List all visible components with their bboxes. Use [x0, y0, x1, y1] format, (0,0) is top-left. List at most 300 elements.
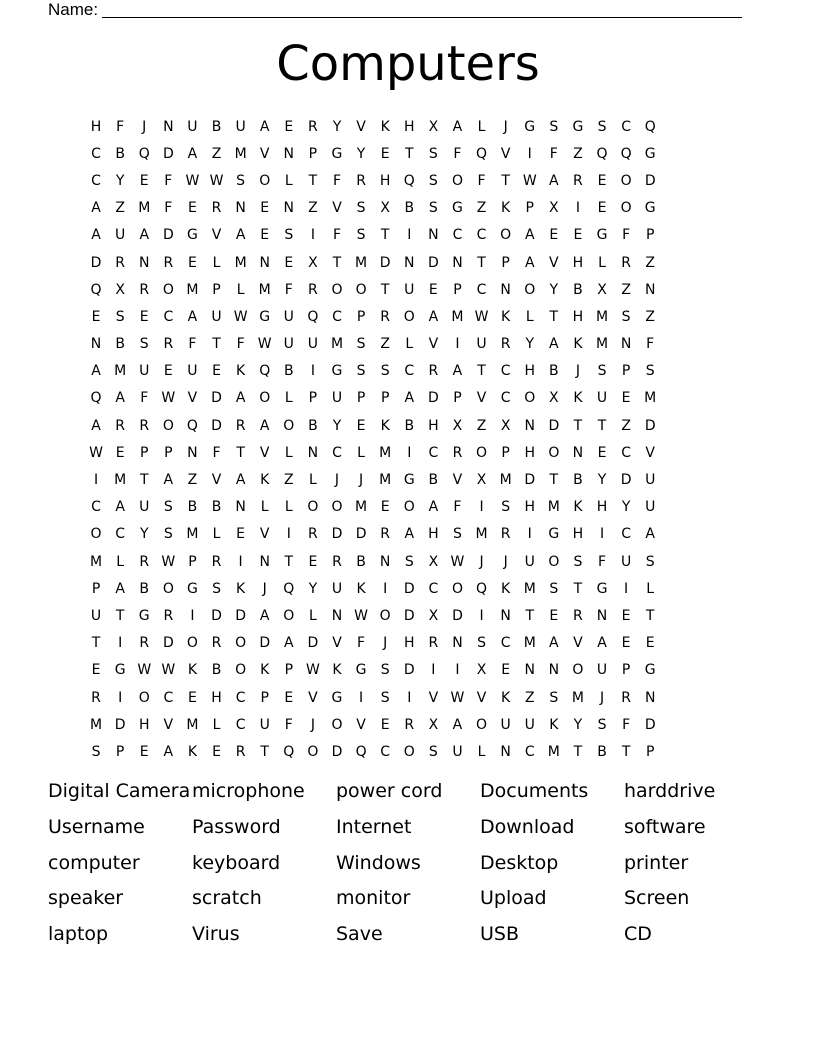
grid-letter: E	[284, 689, 294, 706]
grid-letter: A	[259, 607, 270, 624]
grid-letter: O	[331, 716, 343, 733]
grid-letter: E	[236, 526, 246, 543]
grid-letter: A	[91, 363, 101, 380]
grid-letter: X	[308, 254, 318, 271]
grid-letter: Q	[259, 363, 271, 380]
grid-letter: S	[597, 716, 607, 733]
grid-letter: K	[501, 200, 511, 217]
grid-letter: O	[524, 390, 536, 407]
grid-letter: X	[428, 716, 439, 733]
grid-letter: Y	[573, 716, 583, 733]
grid-row	[84, 657, 662, 684]
grid-letter: N	[163, 118, 174, 135]
grid-letter: D	[524, 472, 536, 489]
grid-letter: Q	[138, 145, 150, 162]
grid-letter: B	[211, 118, 222, 135]
grid-letter: G	[596, 580, 608, 597]
grid-letter: F	[188, 336, 197, 353]
grid-letter: Z	[524, 689, 535, 706]
grid-row	[84, 276, 662, 303]
grid-letter: N	[235, 499, 246, 516]
word-bank-item: Virus	[192, 923, 240, 946]
grid-row	[84, 412, 662, 439]
grid-row	[84, 494, 662, 521]
grid-letter: C	[235, 716, 246, 733]
grid-letter: A	[284, 635, 294, 652]
grid-letter: U	[524, 553, 535, 570]
grid-letter: A	[259, 417, 270, 434]
grid-letter: R	[500, 526, 511, 543]
grid-letter: N	[524, 662, 535, 679]
grid-letter: K	[501, 308, 511, 325]
grid-letter: E	[380, 716, 390, 733]
word-bank-item: monitor	[336, 887, 411, 910]
grid-letter: E	[139, 743, 149, 760]
grid-row	[84, 630, 662, 657]
grid-letter: J	[575, 363, 580, 380]
grid-letter: S	[549, 689, 559, 706]
grid-letter: J	[142, 118, 147, 135]
grid-letter: O	[451, 172, 463, 189]
grid-letter: N	[500, 281, 511, 298]
grid-letter: U	[645, 499, 656, 516]
grid-letter: N	[500, 607, 511, 624]
grid-letter: L	[646, 580, 655, 597]
grid-letter: H	[404, 118, 415, 135]
grid-letter: E	[597, 200, 607, 217]
grid-row	[84, 548, 662, 575]
grid-letter: O	[451, 580, 463, 597]
grid-letter: B	[404, 200, 415, 217]
grid-letter: M	[451, 308, 464, 325]
grid-letter: E	[621, 607, 631, 624]
grid-letter: K	[187, 662, 198, 679]
grid-letter: D	[620, 472, 632, 489]
grid-letter: R	[308, 118, 318, 135]
grid-letter: Q	[355, 743, 367, 760]
grid-letter: E	[212, 743, 221, 760]
grid-letter: Z	[645, 308, 655, 325]
grid-letter: D	[403, 662, 415, 679]
grid-letter: D	[644, 417, 656, 434]
grid-letter: U	[307, 336, 319, 353]
grid-letter: A	[259, 118, 270, 135]
grid-letter: E	[139, 172, 149, 189]
grid-letter: F	[284, 281, 293, 298]
grid-letter: M	[90, 716, 103, 733]
grid-letter: D	[211, 390, 222, 407]
word-bank-item: scratch	[192, 887, 262, 910]
grid-letter: O	[524, 281, 536, 298]
grid-letter: R	[573, 607, 583, 624]
grid-letter: A	[235, 472, 246, 489]
grid-letter: K	[332, 662, 342, 679]
grid-letter: C	[476, 227, 487, 244]
grid-row	[84, 331, 662, 358]
grid-letter: X	[428, 118, 439, 135]
grid-letter: F	[646, 336, 655, 353]
grid-letter: D	[162, 145, 174, 162]
grid-letter: U	[235, 118, 246, 135]
grid-letter: G	[524, 118, 536, 135]
grid-letter: I	[238, 553, 243, 570]
grid-letter: H	[90, 118, 102, 135]
grid-letter: H	[524, 499, 535, 516]
grid-letter: H	[404, 635, 415, 652]
grid-letter: J	[262, 580, 267, 597]
grid-row	[84, 249, 662, 276]
grid-letter: H	[524, 444, 535, 461]
grid-letter: K	[187, 743, 198, 760]
grid-letter: N	[138, 254, 150, 271]
grid-letter: Q	[403, 172, 415, 189]
word-bank-item: Windows	[336, 851, 421, 874]
grid-letter: M	[355, 254, 368, 271]
grid-letter: W	[450, 553, 465, 570]
grid-letter: R	[139, 635, 150, 652]
grid-letter: D	[427, 254, 439, 271]
grid-letter: T	[621, 743, 631, 760]
grid-letter: O	[403, 308, 415, 325]
grid-letter: V	[476, 689, 487, 706]
grid-letter: Z	[308, 200, 318, 217]
word-bank-item: speaker	[48, 887, 124, 910]
grid-letter: E	[549, 227, 559, 244]
grid-letter: V	[549, 254, 559, 271]
grid-letter: I	[455, 662, 460, 679]
grid-letter: V	[211, 472, 222, 489]
grid-letter: G	[452, 200, 463, 217]
grid-letter: A	[163, 472, 174, 489]
grid-letter: E	[308, 553, 318, 570]
grid-letter: J	[503, 118, 508, 135]
grid-letter: R	[308, 526, 318, 543]
grid-letter: S	[212, 580, 221, 597]
grid-letter: D	[403, 607, 415, 624]
grid-letter: X	[597, 281, 607, 298]
grid-letter: V	[211, 227, 222, 244]
grid-letter: O	[620, 172, 632, 189]
grid-letter: R	[115, 254, 125, 271]
grid-letter: T	[525, 607, 535, 624]
grid-letter: Y	[332, 118, 342, 135]
grid-letter: M	[547, 499, 560, 516]
grid-letter: O	[548, 553, 560, 570]
grid-letter: C	[621, 118, 631, 135]
grid-letter: M	[355, 499, 368, 516]
grid-letter: S	[91, 743, 101, 760]
grid-letter: H	[211, 689, 222, 706]
grid-letter: Q	[476, 145, 488, 162]
grid-letter: O	[355, 281, 367, 298]
grid-letter: I	[407, 689, 412, 706]
grid-letter: R	[163, 607, 174, 624]
grid-letter: O	[138, 689, 150, 706]
word-bank-item: Save	[336, 923, 383, 946]
grid-letter: P	[645, 743, 655, 760]
grid-letter: R	[404, 716, 415, 733]
grid-row	[84, 711, 662, 738]
grid-letter: N	[572, 444, 584, 461]
grid-letter: L	[284, 390, 293, 407]
grid-letter: P	[308, 390, 318, 407]
grid-letter: K	[573, 336, 583, 353]
grid-letter: N	[428, 227, 439, 244]
grid-letter: I	[93, 472, 99, 489]
grid-letter: C	[235, 689, 246, 706]
grid-letter: K	[549, 716, 559, 733]
grid-letter: V	[452, 472, 463, 489]
grid-letter: L	[212, 254, 221, 271]
grid-letter: O	[283, 417, 295, 434]
grid-letter: R	[573, 172, 583, 189]
grid-letter: H	[572, 254, 584, 271]
grid-letter: Q	[644, 118, 656, 135]
grid-letter: D	[331, 743, 343, 760]
grid-letter: S	[163, 499, 173, 516]
grid-letter: E	[380, 499, 390, 516]
grid-letter: J	[383, 635, 388, 652]
grid-letter: L	[236, 281, 245, 298]
grid-letter: N	[331, 607, 343, 624]
grid-letter: E	[284, 254, 294, 271]
grid-letter: G	[403, 472, 415, 489]
grid-letter: Z	[573, 145, 583, 162]
grid-letter: C	[428, 444, 439, 461]
grid-letter: E	[260, 200, 270, 217]
grid-row	[84, 602, 662, 629]
grid-letter: W	[474, 308, 489, 325]
grid-letter: P	[525, 200, 534, 217]
grid-letter: U	[452, 743, 463, 760]
grid-letter: W	[185, 172, 200, 189]
grid-letter: Q	[186, 417, 198, 434]
grid-letter: V	[259, 526, 270, 543]
grid-letter: A	[597, 635, 607, 652]
grid-letter: A	[115, 390, 125, 407]
grid-letter: N	[644, 689, 656, 706]
name-label: Name:	[48, 0, 99, 19]
grid-row	[84, 738, 662, 765]
grid-letter: O	[186, 635, 198, 652]
grid-letter: L	[357, 444, 365, 461]
grid-letter: S	[477, 635, 486, 652]
word-bank-item: microphone	[192, 780, 305, 802]
grid-letter: K	[380, 417, 390, 434]
grid-letter: V	[500, 145, 511, 162]
grid-letter: L	[284, 172, 293, 189]
grid-letter: H	[524, 363, 535, 380]
grid-letter: A	[549, 172, 559, 189]
grid-letter: A	[452, 118, 463, 135]
grid-letter: Q	[476, 580, 488, 597]
grid-row	[84, 167, 662, 194]
grid-letter: P	[212, 281, 221, 298]
grid-letter: I	[575, 200, 580, 217]
grid-letter: W	[522, 172, 537, 189]
grid-letter: C	[500, 390, 511, 407]
grid-letter: T	[477, 254, 486, 271]
grid-letter: F	[622, 716, 631, 733]
grid-letter: Z	[645, 254, 655, 271]
grid-letter: F	[597, 553, 607, 570]
grid-letter: M	[90, 553, 103, 570]
grid-letter: O	[162, 417, 174, 434]
grid-letter: A	[404, 390, 415, 407]
grid-letter: I	[527, 145, 532, 162]
grid-letter: H	[572, 308, 584, 325]
grid-letter: M	[186, 716, 199, 733]
grid-letter: M	[114, 472, 127, 489]
grid-letter: E	[573, 227, 583, 244]
grid-letter: Z	[621, 281, 631, 298]
grid-letter: A	[404, 526, 415, 543]
grid-letter: E	[115, 444, 125, 461]
grid-letter: K	[501, 689, 511, 706]
grid-letter: L	[212, 716, 221, 733]
name-field[interactable]	[48, 0, 742, 18]
word-bank-item: Digital Camera	[48, 780, 191, 802]
grid-letter: U	[500, 716, 511, 733]
word-bank-item: keyboard	[192, 851, 281, 874]
grid-letter: I	[383, 580, 388, 597]
grid-row	[84, 113, 662, 140]
grid-letter: B	[597, 743, 607, 760]
grid-letter: E	[621, 635, 631, 652]
grid-letter: S	[236, 172, 246, 189]
grid-letter: D	[548, 417, 560, 434]
grid-row	[84, 521, 662, 548]
grid-letter: D	[162, 635, 174, 652]
grid-letter: Q	[307, 308, 319, 325]
grid-letter: D	[644, 172, 656, 189]
grid-letter: E	[212, 363, 221, 380]
grid-letter: K	[573, 499, 583, 516]
grid-letter: E	[380, 145, 390, 162]
grid-letter: A	[549, 336, 559, 353]
grid-letter: M	[114, 363, 127, 380]
grid-letter: E	[163, 363, 173, 380]
grid-letter: A	[549, 635, 559, 652]
grid-letter: U	[259, 716, 270, 733]
grid-letter: U	[596, 662, 608, 679]
grid-letter: T	[260, 743, 269, 760]
grid-row	[84, 195, 662, 222]
word-bank-item: Screen	[624, 887, 690, 910]
grid-letter: U	[331, 580, 343, 597]
grid-letter: T	[91, 635, 101, 652]
grid-letter: V	[645, 444, 655, 461]
grid-letter: S	[501, 499, 511, 516]
grid-letter: U	[90, 607, 102, 624]
grid-letter: A	[452, 363, 463, 380]
grid-letter: N	[404, 254, 415, 271]
grid-letter: D	[452, 607, 463, 624]
grid-letter: R	[356, 172, 366, 189]
grid-letter: U	[211, 308, 222, 325]
grid-letter: N	[259, 254, 270, 271]
grid-letter: X	[380, 200, 390, 217]
grid-letter: R	[163, 336, 174, 353]
grid-letter: C	[452, 227, 463, 244]
grid-letter: R	[139, 417, 150, 434]
grid-letter: S	[380, 689, 390, 706]
grid-letter: C	[476, 281, 487, 298]
grid-letter: G	[644, 145, 656, 162]
grid-letter: A	[91, 417, 101, 434]
grid-letter: E	[187, 254, 197, 271]
grid-letter: S	[645, 363, 655, 380]
grid-letter: W	[257, 336, 272, 353]
grid-letter: K	[260, 472, 270, 489]
grid-letter: O	[235, 635, 247, 652]
grid-letter: I	[118, 689, 123, 706]
grid-letter: E	[284, 118, 294, 135]
grid-letter: B	[211, 499, 222, 516]
grid-letter: L	[212, 526, 221, 543]
grid-letter: F	[116, 118, 125, 135]
grid-letter: W	[161, 553, 176, 570]
grid-letter: O	[548, 444, 560, 461]
grid-letter: A	[115, 580, 125, 597]
grid-letter: V	[428, 336, 439, 353]
grid-letter: M	[523, 580, 536, 597]
grid-letter: S	[645, 553, 655, 570]
name-underline	[102, 2, 742, 18]
grid-letter: J	[359, 472, 364, 489]
grid-letter: T	[549, 472, 559, 489]
grid-letter: D	[114, 716, 126, 733]
grid-letter: C	[91, 145, 101, 162]
grid-letter: I	[624, 580, 629, 597]
grid-letter: P	[356, 390, 366, 407]
grid-letter: I	[407, 227, 412, 244]
grid-letter: M	[475, 526, 488, 543]
grid-letter: J	[310, 716, 315, 733]
grid-letter: P	[260, 689, 269, 706]
grid-letter: N	[187, 444, 198, 461]
grid-letter: P	[356, 308, 366, 325]
grid-letter: Y	[332, 417, 342, 434]
grid-letter: U	[283, 308, 294, 325]
grid-letter: T	[404, 145, 414, 162]
grid-letter: G	[331, 363, 343, 380]
grid-letter: S	[284, 227, 294, 244]
grid-letter: E	[597, 444, 607, 461]
grid-letter: M	[595, 308, 609, 325]
grid-letter: M	[644, 390, 657, 407]
grid-letter: N	[452, 635, 463, 652]
grid-letter: K	[236, 363, 246, 380]
grid-letter: O	[90, 526, 102, 543]
grid-letter: Q	[90, 390, 102, 407]
grid-letter: K	[260, 662, 270, 679]
grid-letter: D	[427, 390, 439, 407]
grid-letter: Q	[620, 145, 632, 162]
grid-letter: S	[428, 200, 438, 217]
grid-letter: L	[284, 499, 293, 516]
grid-letter: P	[501, 254, 510, 271]
word-bank-item: Desktop	[480, 851, 559, 874]
grid-letter: A	[452, 716, 463, 733]
grid-letter: K	[236, 580, 246, 597]
grid-letter: D	[331, 526, 343, 543]
grid-letter: N	[283, 145, 295, 162]
grid-letter: U	[596, 390, 608, 407]
word-bank-item: laptop	[48, 923, 109, 946]
grid-letter: M	[138, 200, 151, 217]
grid-letter: L	[477, 743, 486, 760]
